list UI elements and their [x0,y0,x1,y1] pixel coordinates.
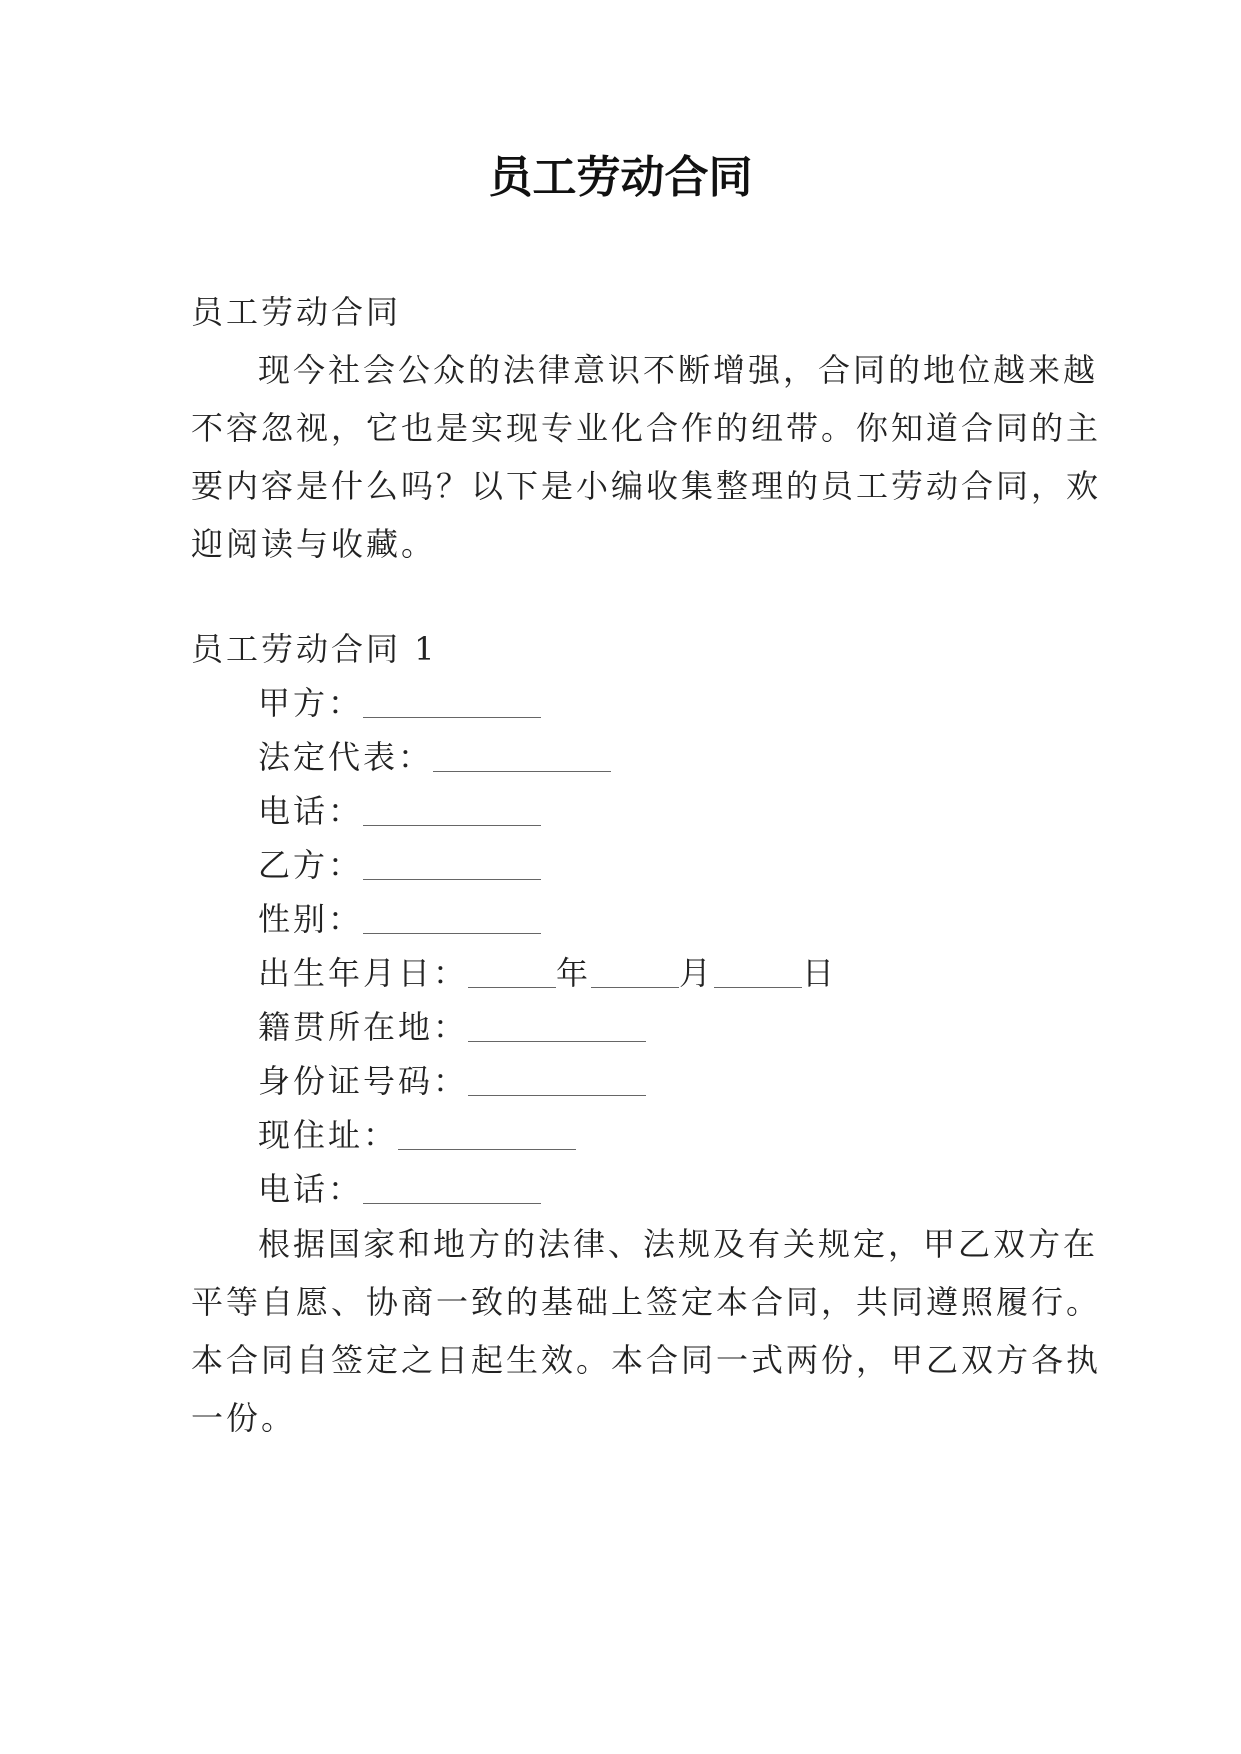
intro-paragraph [191,341,1102,573]
field-party-b [258,836,541,894]
document-title: 员工劳动合同 [488,152,753,203]
field-label: 籍贯所在地： [258,1008,469,1046]
blank-line [468,1065,646,1096]
field-label: 身份证号码： [258,1062,469,1100]
field-phone-a [258,782,541,840]
body-line: 本合同自签定之日起生效。本合同一式两份，甲乙双方各执 [191,1341,1102,1379]
field-label: 电话： [258,792,364,830]
blank-line [363,1173,541,1204]
year-label: 年 [556,954,592,992]
day-label: 日 [802,954,838,992]
field-label: 电话： [258,1170,364,1208]
field-label: 法定代表： [258,738,434,776]
intro-line: 不容忽视，它也是实现专业化合作的纽带。你知道合同的主 [191,409,1102,447]
field-label: 出生年月日： [258,954,469,992]
field-label: 乙方： [258,846,364,884]
blank-line [468,1011,646,1042]
blank-line [468,957,556,988]
field-label: 现住址： [258,1116,399,1154]
intro-line: 要内容是什么吗？以下是小编收集整理的员工劳动合同，欢 [191,467,1102,505]
body-paragraph [191,1215,1102,1447]
blank-line [363,687,541,718]
blank-line [591,957,679,988]
blank-line [363,849,541,880]
intro-line: 现今社会公众的法律意识不断增强，合同的地位越来越 [258,351,1099,389]
section-heading: 员工劳动合同 1 [191,630,438,668]
document-subtitle: 员工劳动合同 [191,293,402,331]
blank-line [433,741,611,772]
month-label: 月 [679,954,715,992]
blank-line [363,903,541,934]
blank-line [714,957,802,988]
field-id-number [258,1052,646,1110]
body-line: 根据国家和地方的法律、法规及有关规定，甲乙双方在 [258,1225,1099,1263]
body-line: 一份。 [191,1399,297,1437]
field-party-a [258,674,541,732]
field-gender [258,890,541,948]
field-native-place [258,998,646,1056]
blank-line [398,1119,576,1150]
blank-line [363,795,541,826]
intro-line: 迎阅读与收藏。 [191,525,437,563]
field-label: 甲方： [258,684,364,722]
field-phone-b [258,1160,541,1218]
field-label: 性别： [258,900,364,938]
body-line: 平等自愿、协商一致的基础上签定本合同，共同遵照履行。 [191,1283,1102,1321]
field-address [258,1106,576,1164]
field-legal-rep [258,728,611,786]
field-birth-date [258,944,837,1002]
